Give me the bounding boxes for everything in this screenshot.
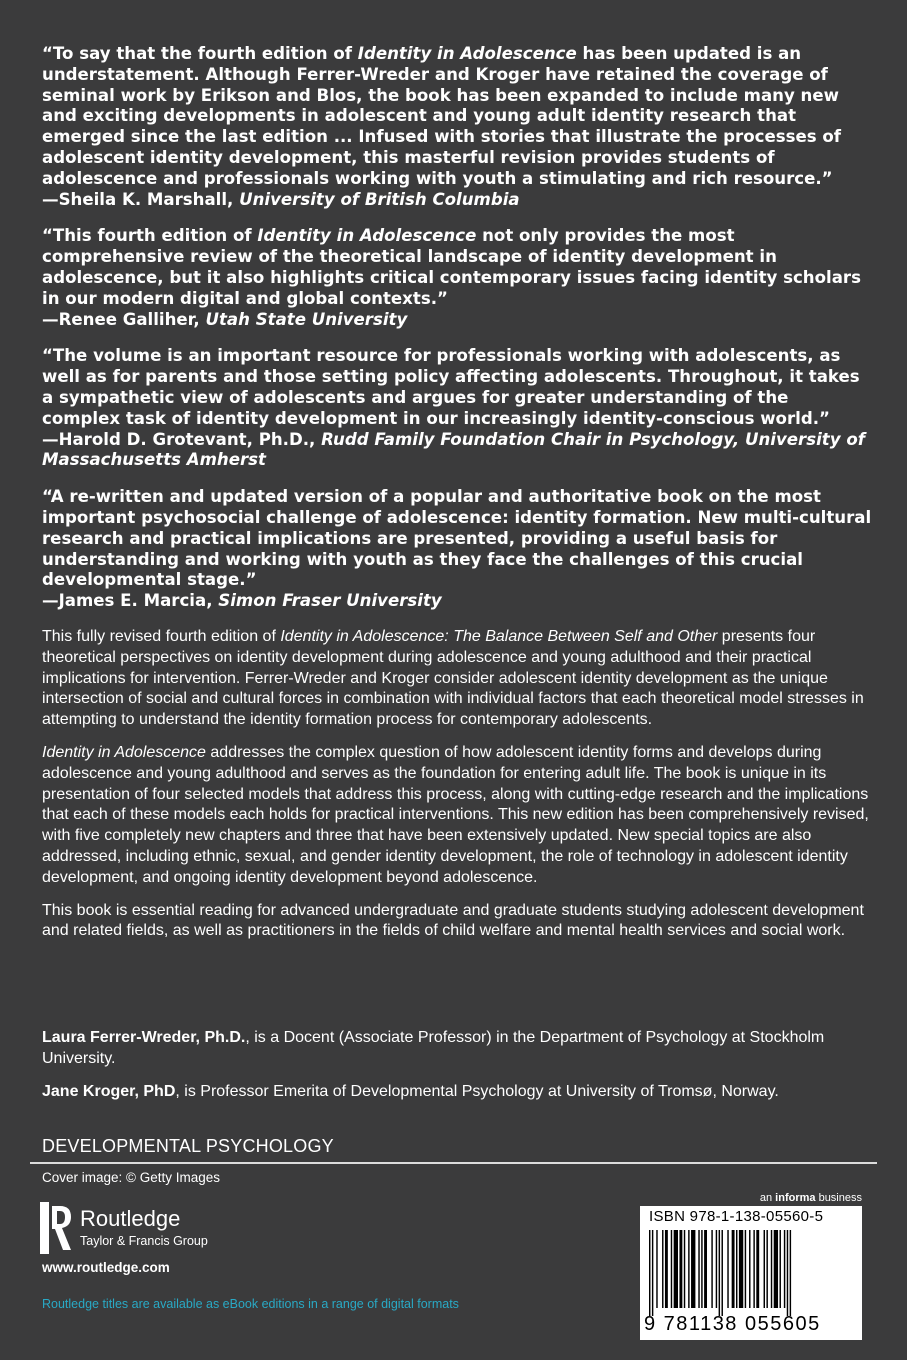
barcode-bar	[739, 1230, 743, 1308]
barcode-bar	[711, 1230, 712, 1308]
endorsement-attribution: —Renee Galliher, Utah State University	[42, 309, 408, 329]
barcode-bar	[774, 1230, 778, 1308]
endorsement-attribution: —James E. Marcia, Simon Fraser University	[42, 591, 442, 611]
barcode-bar	[652, 1230, 653, 1316]
barcode-bar	[671, 1230, 672, 1308]
isbn-label: ISBN 978-1-138-05560-5	[649, 1208, 824, 1225]
barcode-bar	[771, 1230, 772, 1308]
barcode-bar	[787, 1230, 788, 1316]
barcode-bar	[688, 1230, 689, 1308]
barcode-bar	[784, 1230, 785, 1308]
barcode-bar	[701, 1230, 702, 1308]
barcode-bar	[684, 1230, 685, 1308]
barcode-bar	[679, 1230, 682, 1308]
endorsement-attribution: —Harold D. Grotevant, Ph.D., Rudd Family Foundation Chair in Psychology, University of Massachusetts Amherst	[42, 429, 865, 470]
barcode-bar	[780, 1230, 781, 1308]
endorsements	[42, 44, 872, 628]
endorsement-quote: “To say that the fourth edition of Identity in Adolescence has been updated is an understatement. Although Ferrer-Wreder and Kroger have retained the coverage of seminal work by Erikson and Blos, the book has been expanded to include many new and exciting developments in adolescent and young adult identity research that emerged since the last edition ... Infused with stories that illustrate the processes of adolescent identity development, this masterful revision provides students of adolescence and professionals working with youth a stimulating and rich resource.” —Sheila K. Marshall, University of British Columbia	[42, 44, 872, 210]
barcode-digits: 9 781138 055605	[644, 1313, 821, 1335]
barcode-bar	[727, 1230, 728, 1308]
barcode-bar	[749, 1230, 750, 1308]
endorsement-quote: “A re-written and updated version of a popular and authoritative book on the most important psychosocial challenge of adolescence: identity formation. New multi-cultural research and practical implications are presented, providing a useful basis for understanding and working with youth as they face the challenges of this crucial developmental stage.” —James E. Marcia, Simon Fraser University	[42, 487, 872, 611]
publisher-logo	[40, 1202, 260, 1256]
informa-tagline: an informa business	[759, 1192, 862, 1204]
barcode-bar	[753, 1230, 754, 1308]
description-paragraph: This book is essential reading for advanced undergraduate and graduate students studying adolescent development and related fields, as well as practitioners in the fields of child welfare and mental health services and social work.	[42, 901, 864, 940]
barcode-bar	[736, 1230, 737, 1308]
publisher-name: Routledge	[80, 1206, 181, 1231]
book-description	[42, 627, 872, 954]
publisher-website[interactable]: www.routledge.com	[42, 1260, 170, 1275]
description-paragraph: This fully revised fourth edition of Identity in Adolescence: The Balance Between Self and Other presents four theoretical perspectives on identity development during adolescence and young adulthood and their practical implications for intervention. Ferrer-Wreder and Kroger consider adolescent identity development as the unique intersection of social and cultural forces in combination with individual factors that each theoretical model stresses in attempting to understand the identity formation process for contemporary adolescents.	[42, 628, 864, 729]
barcode-bar	[719, 1230, 720, 1316]
barcode-bar	[764, 1230, 765, 1308]
barcode-bar	[732, 1230, 735, 1308]
routledge-r-icon	[40, 1202, 72, 1254]
author-bio: Laura Ferrer-Wreder, Ph.D., is a Docent (Associate Professor) in the Department of Psychology at Stockholm University.	[42, 1029, 825, 1067]
barcode-bar	[704, 1230, 707, 1308]
barcode-bar	[662, 1230, 663, 1308]
barcode-bar	[716, 1230, 717, 1308]
endorsement-attribution: —Sheila K. Marshall, University of British Columbia	[42, 189, 520, 209]
author-bios	[42, 1028, 872, 1114]
barcode-bar	[656, 1230, 657, 1308]
barcode-bar	[674, 1230, 678, 1308]
barcode-bar	[691, 1230, 695, 1308]
endorsement-quote: “The volume is an important resource for professionals working with adolescents, as well as for parents and those setting policy affecting adolescents. Throughout, it takes a sympathetic view of adolescents and argues for greater understanding of the complex task of identity development in our increasingly identity-conscious world.” —Harold D. Grotevant, Ph.D., Rudd Family Foundation Chair in Psychology, University of Massachusetts Amherst	[42, 346, 872, 471]
endorsement-quote: “This fourth edition of Identity in Adolescence not only provides the most comprehensive review of the theoretical landscape of identity development in adolescence, but it also highlights critical contemporary issues facing identity scholars in our modern digital and global contexts.” —Renee Galliher, Utah State University	[42, 226, 872, 330]
barcode-bar	[745, 1230, 746, 1308]
isbn-barcode-box	[640, 1206, 862, 1340]
barcode-bar	[665, 1230, 668, 1308]
cover-credit: Cover image: © Getty Images	[42, 1170, 221, 1185]
barcode-bar	[766, 1230, 767, 1308]
barcode-bar	[649, 1230, 650, 1316]
author-bio: Jane Kroger, PhD, is Professor Emerita of Developmental Psychology at University of Tromsø, Norway.	[42, 1082, 779, 1100]
description-paragraph: Identity in Adolescence addresses the complex question of how adolescent identity forms and develops during adolescence and young adulthood and serves as the foundation for entering adult life. The book is unique in its presentation of four selected models that address this process, along with cutting-edge research and the implications that each of these models each holds for practical interventions. This new edition has been comprehensively revised, with five completely new chapters and three that have been extensively updated. New special topics are also addressed, including ethnic, sexual, and gender identity development, the role of technology in adolescent identity development, and ongoing identity development beyond adolescence.	[42, 743, 869, 886]
publisher-group: Taylor & Francis Group	[80, 1234, 208, 1248]
ebook-note: Routledge titles are available as eBook editions in a range of digital formats	[42, 1297, 459, 1311]
subject-category: DEVELOPMENTAL PSYCHOLOGY	[42, 1136, 334, 1156]
divider	[30, 1162, 877, 1164]
barcode-bar	[698, 1230, 699, 1308]
barcode-bar	[790, 1230, 791, 1316]
barcode-bar	[756, 1230, 759, 1308]
barcode-bar	[722, 1230, 723, 1316]
barcode-icon	[647, 1230, 855, 1316]
